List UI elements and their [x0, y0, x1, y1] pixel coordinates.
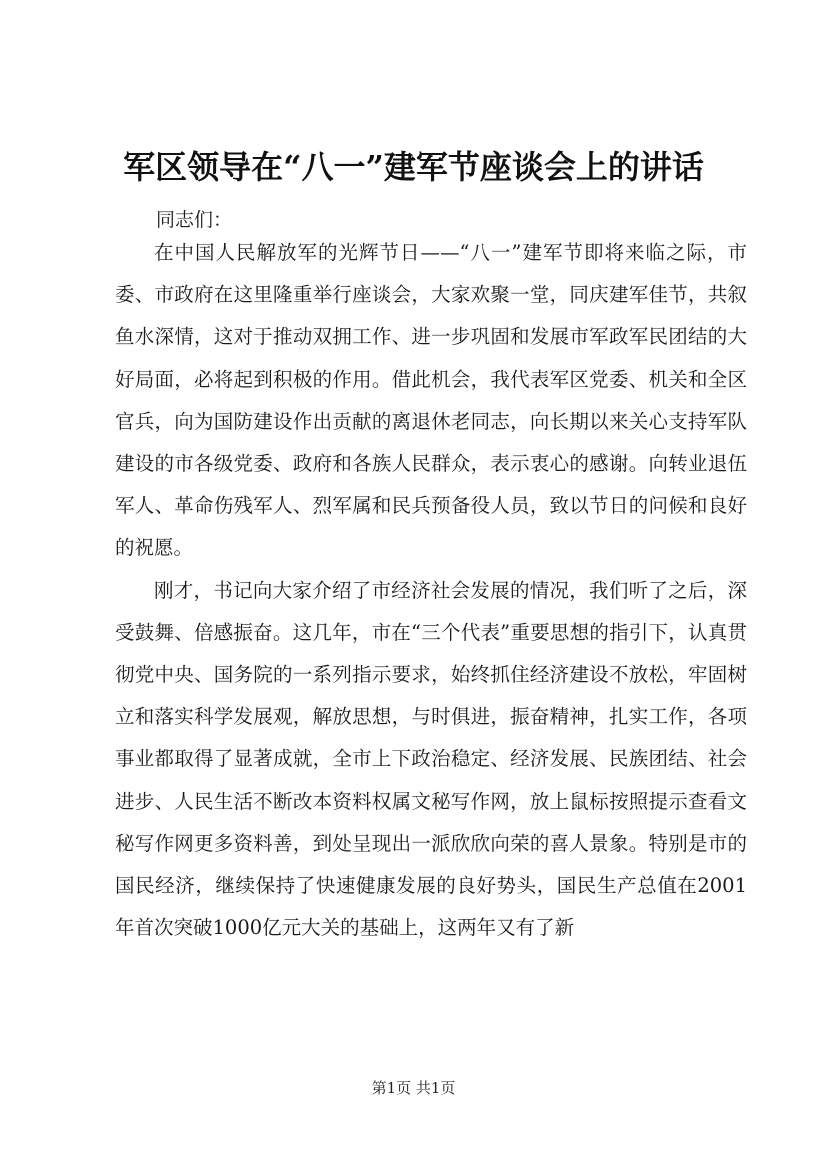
document-title: 军区领导在“八一”建军节座谈会上的讲话 — [123, 148, 704, 186]
document-body — [115, 232, 747, 949]
salutation: 同志们： — [156, 209, 233, 231]
paragraph-2: 刚才，书记向大家介绍了市经济社会发展的情况，我们听了之后，深受鼓舞、倍感振奋。这几年，市在“三个代表”重要思想的指引下，认真贯彻党中央、国务院的一系列指示要求，始终抓住经济建设不放松，牢固树立和落实科学发展观，解放思想，与时俱进，振奋精神，扎实工作，各项事业都取得了显著成就，全市上下政治稳定、经济发展、民族团结、社会进步、人民生活不断改本资料权属文秘写作网，放上鼠标按照提示查看文秘写作网更多资料善，到处呈现出一派欣欣向荣的喜人景象。特别是市的国民经济，继续保持了快速健康发展的良好势头，国民生产总值在2001年首次突破1000亿元大关的基础上，这两年又有了新 — [115, 578, 747, 940]
paragraph-1: 在中国人民解放军的光辉节日——“八一”建军节即将来临之际，市委、市政府在这里隆重举行座谈会，大家欢聚一堂，同庆建军佳节，共叙鱼水深情，这对于推动双拥工作、进一步巩固和发展市军政军民团结的大好局面，必将起到积极的作用。借此机会，我代表军区党委、机关和全区官兵，向为国防建设作出贡献的离退休老同志，向长期以来关心支持军队建设的市各级党委、政府和各族人民群众，表示衷心的感谢。向转业退伍军人、革命伤残军人、烈军属和民兵预备役人员，致以节日的问候和良好的祝愿。 — [115, 241, 747, 560]
page-footer: 第1页 共1页 — [371, 1079, 456, 1097]
